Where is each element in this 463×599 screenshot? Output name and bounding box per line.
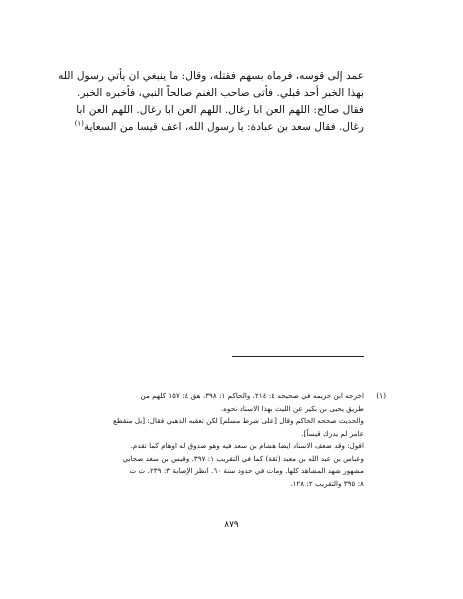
footnote-line: طريق يحيى بن بكير عن الليث بهذا الاسناد نحوه. [220, 403, 364, 413]
text-line: بهذا الخبر أحد قبلي. فأتى صاحب الغنم صالحاً النبي، فأخبره الخبر. [76, 87, 364, 99]
text-line: فقال صالح: اللهم العن ابا رغال. اللهم العن ابا رغال. اللهم العن ابا [76, 104, 364, 116]
footnote-line: اقول: وقد ضعف الاسناد ايضا هشام بن سعد فيه وهو صدوق له اوهام كما تقدم. [130, 441, 364, 450]
footnote-reference: (١) [74, 119, 84, 128]
footnote-line: مشهور شهد المشاهد كلها. ومات في حدود سنة ٦٠. انظر الإصابة ٣: ٢٣٩، ت ت [129, 466, 364, 475]
main-text [58, 68, 364, 136]
footnote-line: والحديث صححه الحاكم وقال [على شرط مسلم] لكن تعقبه الذهبي فقال: [بل منقطع [113, 416, 364, 425]
text-line: عمد إلى قوسه، فرماه بسهم فقتله، وقال: ما ينبغي ان يأتي رسول الله [58, 70, 364, 82]
text-line-content: رغال. فقال سعد بن عبادة: يا رسول الله، اعف قيسا من السعاية [83, 121, 364, 133]
text-line [74, 119, 364, 136]
footnote-number: (١) [376, 391, 386, 400]
footnote [108, 390, 386, 490]
footnote-line: اخرجه ابن خزيمه في صحيحه ٤: ٢١٤، والحاكم ١: ٣٩٨، هق ٤: ١٥٧ كلهم من [140, 391, 364, 400]
footnote-line: عامر لم يدرك قيساً]. [301, 428, 364, 438]
footnote-line: ٨: ٣٩٥ والتقريب ٢: ١٢٨. [290, 478, 364, 488]
page-number: ٨٧٩ [224, 520, 239, 530]
footnote-separator [232, 356, 364, 357]
footnote-line: وعباس بن عبد الله بن معبد (ثقة) كما في التقريب ١: ٣٩٧. وقيس بن سعد صحابي [122, 453, 364, 463]
